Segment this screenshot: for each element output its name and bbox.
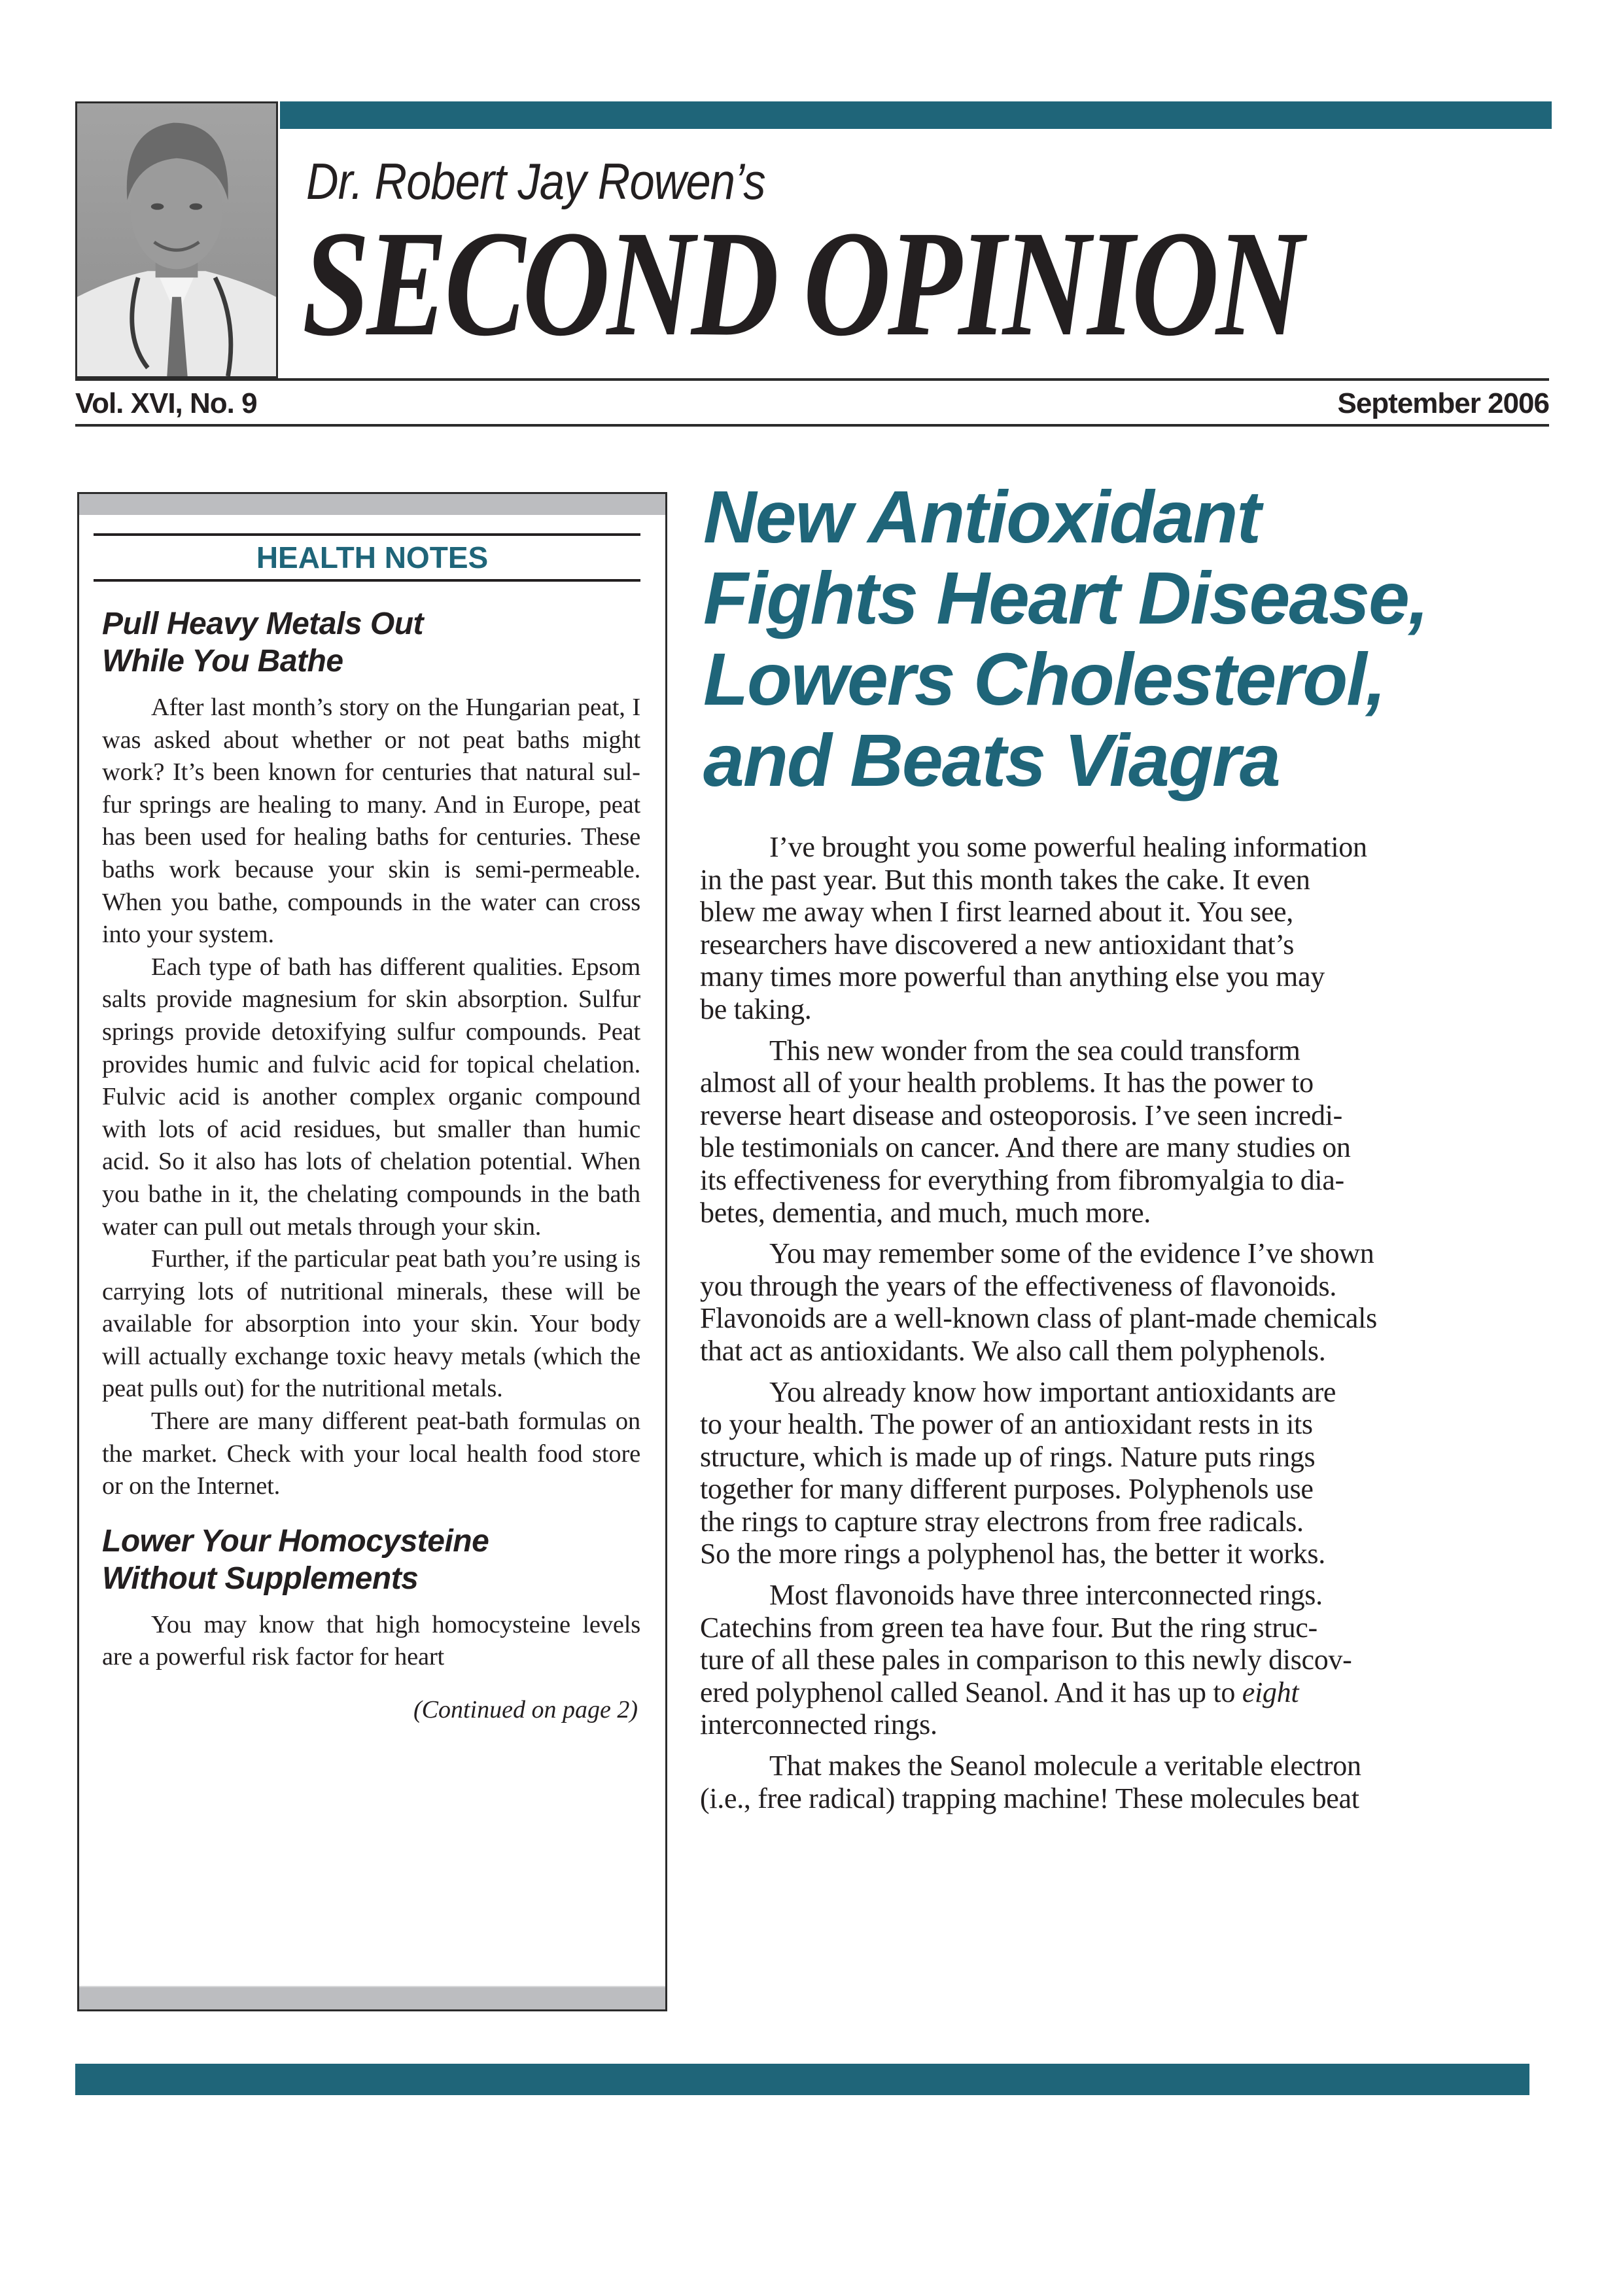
text-line: Most flavonoids have three interconnected rings. [769, 1579, 1323, 1612]
article-paragraph [700, 1237, 1549, 1367]
article-paragraph [700, 1376, 1549, 1571]
article-paragraph [700, 1579, 1549, 1741]
sidebar-label: HEALTH NOTES [256, 540, 489, 574]
text-line: That makes the Seanol molecule a veritable electron [769, 1750, 1361, 1782]
text-line: ture of all these pales in comparison to this newly discov- [700, 1644, 1352, 1676]
sidebar-heading-heavy-metals [102, 605, 640, 680]
text-line: that act as antioxidants. We also call them polyphenols. [700, 1334, 1326, 1367]
headline-line: Fights Heart Disease, [703, 557, 1428, 639]
issue-info-row [75, 387, 1549, 420]
text-line: its effectiveness for everything from fibromyalgia to dia- [700, 1163, 1344, 1196]
text-line: be taking. [700, 993, 812, 1025]
text-line: interconnected rings. [700, 1708, 937, 1741]
issue-date: September 2006 [1337, 387, 1549, 419]
article-paragraph [700, 1750, 1549, 1814]
sidebar-label-rule-bottom [94, 579, 640, 582]
sidebar-paragraph: There are many different peat-bath formulas on the market. Check with your local health food store or on the Internet. [102, 1407, 640, 1500]
heading-line: Without Supplements [102, 1561, 419, 1596]
text-line: the rings to capture stray electrons from free radicals. [700, 1505, 1304, 1538]
text-line: to your health. The power of an antioxidant rests in its [700, 1408, 1313, 1441]
sidebar-paragraph: You may know that high homocysteine levels are a powerful risk factor for heart [102, 1610, 640, 1671]
portrait-illustration [77, 103, 276, 376]
text-line: blew me away when I first learned about it. You see, [700, 896, 1293, 928]
masthead-rule-bottom [75, 424, 1549, 427]
heading-line: Lower Your Homocysteine [102, 1523, 489, 1559]
text-line: You may remember some of the evidence I’ve shown [769, 1237, 1374, 1270]
masthead-author-name: Dr. Robert Jay Rowen’s [306, 152, 765, 210]
headline-line: Lowers Cholesterol, [703, 638, 1386, 720]
author-photo [75, 101, 278, 378]
text-line: almost all of your health problems. It has the power to [700, 1067, 1314, 1099]
health-notes-sidebar [77, 492, 667, 2011]
article-headline [703, 476, 1554, 801]
article-paragraph [700, 1034, 1549, 1229]
text-line: This new wonder from the sea could transform [769, 1034, 1300, 1067]
article-paragraph [700, 831, 1549, 1026]
text-line: researchers have discovered a new antioxidant that’s [700, 928, 1295, 961]
text-line: in the past year. But this month takes the cake. It even [700, 863, 1310, 896]
text-line: reverse heart disease and osteoporosis. I’ve seen incredi- [700, 1099, 1342, 1131]
text-line: (i.e., free radical) trapping machine! These molecules beat [700, 1782, 1359, 1814]
sidebar-heading-homocysteine [102, 1523, 640, 1597]
emphasis-word: eight [1242, 1676, 1299, 1708]
masthead-accent-bar [280, 101, 1552, 129]
heading-line: Pull Heavy Metals Out [102, 607, 423, 641]
sidebar-label-rule-top [94, 533, 640, 536]
text-line: Catechins from green tea have four. But the ring struc- [700, 1611, 1318, 1644]
article-body [700, 831, 1549, 1823]
sidebar-bottom-band [79, 1986, 665, 2009]
headline-line: and Beats Viagra [703, 719, 1280, 802]
text-line: betes, dementia, and much, much more. [700, 1196, 1151, 1229]
newsletter-title: SECOND OPINION [302, 200, 1301, 368]
text-line: You already know how important antioxidants are [769, 1375, 1336, 1408]
text-line [700, 1676, 1549, 1709]
text-line: Flavonoids are a well-known class of plant-made chemicals [700, 1302, 1377, 1335]
masthead-rule-top [75, 378, 1549, 381]
text-line: I’ve brought you some powerful healing information [769, 831, 1367, 863]
sidebar-content [102, 605, 640, 1726]
sidebar-paragraph: After last month’s story on the Hungarian peat, I was asked about whether or not peat baths might work? It’s been known for centuries that natural sulfur springs are healing to many. And in Europe, peat has been used for healing baths for centuries. These baths work because your skin is semi-permeable. When you bathe, compounds in the water can cross into your system. [102, 694, 640, 949]
text-line: So the more rings a polyphenol has, the better it works. [700, 1538, 1325, 1570]
heading-line: While You Bathe [102, 644, 343, 679]
text-fragment: ered polyphenol called Seanol. And it has up to [700, 1676, 1242, 1708]
text-line: together for many different purposes. Polyphenols use [700, 1473, 1314, 1506]
issue-volume: Vol. XVI, No. 9 [75, 387, 257, 419]
continued-on-page-link[interactable]: (Continued on page 2) [413, 1696, 638, 1724]
text-line: many times more powerful than anything else you may [700, 961, 1325, 993]
sidebar-top-band [79, 494, 665, 515]
sidebar-paragraph: Each type of bath has different qualities. Epsom salts provide magnesium for skin absorption. Sulfur springs provide detoxifying sulfur compounds. Peat provides humic and fulvic acid for topical chelation. Fulvic acid is another complex organic compound with lots of acid residues, but smaller than humic acid. So it also has lots of chelation potential. When you bathe in it, the chelating compounds in the bath water can pull out metals through your skin. [102, 953, 640, 1241]
text-line: ble testimonials on cancer. And there are many studies on [700, 1131, 1351, 1164]
headline-line: New Antioxidant [703, 476, 1260, 558]
text-line: structure, which is made up of rings. Nature puts rings [700, 1440, 1316, 1473]
sidebar-paragraph: Further, if the particular peat bath you’re using is carrying lots of nutritional minerals, these will be available for absorption into your skin. Your body will actually exchange toxic heavy metals (which the peat pulls out) for the nutritional metals. [102, 1245, 640, 1403]
footer-accent-bar [75, 2064, 1529, 2095]
text-line: you through the years of the effectiveness of flavonoids. [700, 1269, 1337, 1302]
